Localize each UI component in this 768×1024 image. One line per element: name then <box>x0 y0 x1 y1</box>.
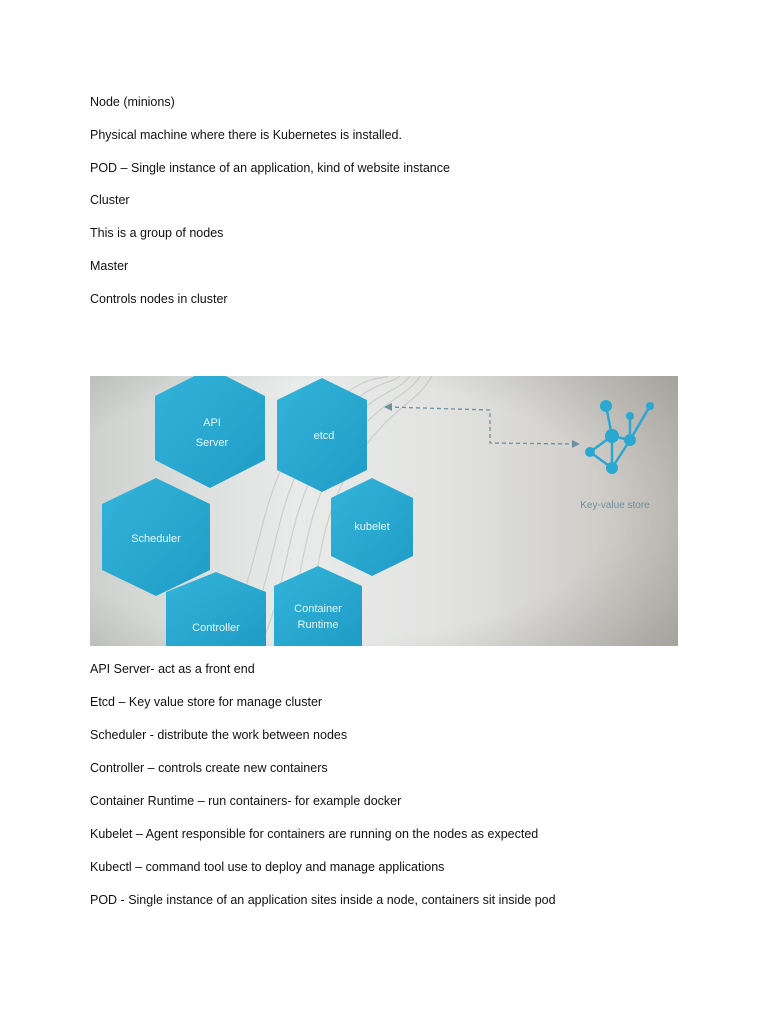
api-server-label-line2: Server <box>195 437 229 449</box>
api-server-label-line1: API <box>203 417 221 429</box>
paragraph-pod-inside-node: POD - Single instance of an application sites inside a node, containers sit inside pod <box>90 893 556 907</box>
kubernetes-diagram <box>90 376 678 646</box>
container-runtime-label-line2: Runtime <box>297 619 339 631</box>
key-value-store-label: Key-value store <box>580 500 650 511</box>
controller-label: Controller <box>192 622 240 634</box>
paragraph-kubectl: Kubectl – command tool use to deploy and manage applications <box>90 860 445 874</box>
paragraph-node-minions: Node (minions) <box>90 95 175 109</box>
kubernetes-master-photo <box>90 376 678 646</box>
paragraph-pod-definition: POD – Single instance of an application, kind of website instance <box>90 161 450 175</box>
paragraph-cluster: Cluster <box>90 193 130 207</box>
paragraph-controller: Controller – controls create new containers <box>90 761 328 775</box>
scheduler-label: Scheduler <box>131 533 181 545</box>
paragraph-etcd: Etcd – Key value store for manage cluster <box>90 695 323 709</box>
paragraph-physical-machine: Physical machine where there is Kubernetes is installed. <box>90 128 402 142</box>
paragraph-container-runtime: Container Runtime – run containers- for example docker <box>90 794 402 808</box>
paragraph-controls-nodes: Controls nodes in cluster <box>90 292 228 306</box>
etcd-label: etcd <box>313 430 335 442</box>
paragraph-group-of-nodes: This is a group of nodes <box>90 226 224 240</box>
container-runtime-label-line1: Container <box>294 603 342 615</box>
paragraph-api-server: API Server- act as a front end <box>90 662 255 676</box>
paragraph-scheduler: Scheduler - distribute the work between nodes <box>90 728 348 742</box>
paragraph-kubelet: Kubelet – Agent responsible for containers are running on the nodes as expected <box>90 827 539 841</box>
paragraph-master: Master <box>90 259 129 273</box>
kubelet-label: kubelet <box>354 521 390 533</box>
